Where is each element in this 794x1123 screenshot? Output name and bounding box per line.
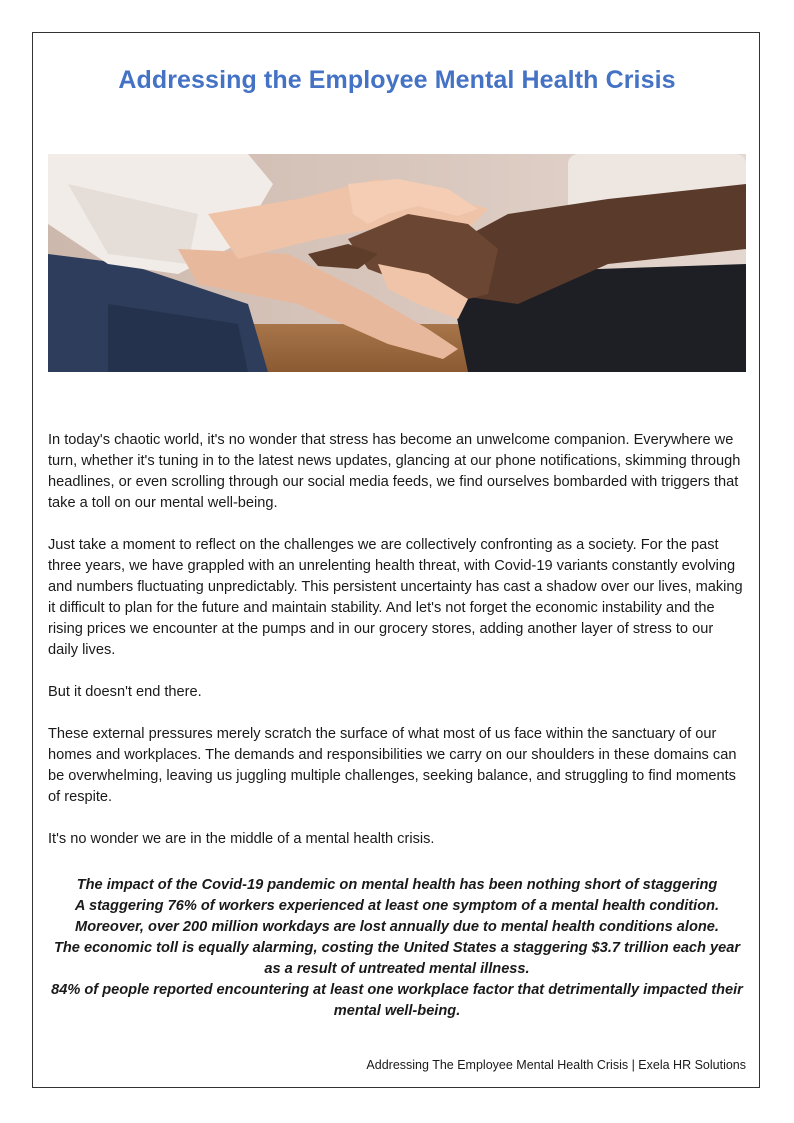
callout-line: The economic toll is equally alarming, costing the United States a staggering $3.7 trillion each year as a result of untreated mental illness.: [53, 940, 741, 977]
article-body: [48, 430, 746, 871]
paragraph: In today's chaotic world, it's no wonder that stress has become an unwelcome companion. Everywhere we turn, whether it's tuning in to the latest news updates, glancing at our phone notifications, skimming through headlines, or even scrolling through our social media feeds, we find ourselves bombarded with triggers that take a toll on our mental well-being.: [48, 432, 741, 511]
paragraph: These external pressures merely scratch the surface of what most of us face within the sanctuary of our homes and workplaces. The demands and responsibilities we carry on our shoulders in these domains can be overwhelming, leaving us juggling multiple challenges, seeking balance, and struggling to find moments of respite.: [48, 726, 737, 805]
paragraph: It's no wonder we are in the middle of a mental health crisis.: [48, 831, 435, 847]
holding-hands-photo: [48, 154, 746, 372]
statistics-callout: [48, 875, 746, 1022]
callout-line: Moreover, over 200 million workdays are lost annually due to mental health conditions alone.: [75, 919, 719, 935]
callout-line: The impact of the Covid-19 pandemic on mental health has been nothing short of staggering: [76, 877, 718, 893]
page-footer: Addressing The Employee Mental Health Crisis | Exela HR Solutions: [366, 1058, 746, 1072]
callout-line: A staggering 76% of workers experienced at least one symptom of a mental health condition.: [74, 898, 720, 914]
page-title: Addressing the Employee Mental Health Crisis: [118, 66, 676, 94]
callout-line: 84% of people reported encountering at least one workplace factor that detrimentally impacted their mental well-being.: [51, 982, 743, 1019]
paragraph: Just take a moment to reflect on the challenges we are collectively confronting as a society. For the past three years, we have grappled with an unrelenting health threat, with Covid-19 variants constantly evolving and numbers fluctuating unpredictably. This persistent uncertainty has cast a shadow over our lives, making it difficult to plan for the future and maintain stability. And let's not forget the economic instability and the rising prices we encounter at the pumps and in our grocery stores, adding another layer of stress to our daily lives.: [48, 537, 743, 658]
paragraph: But it doesn't end there.: [48, 684, 202, 700]
